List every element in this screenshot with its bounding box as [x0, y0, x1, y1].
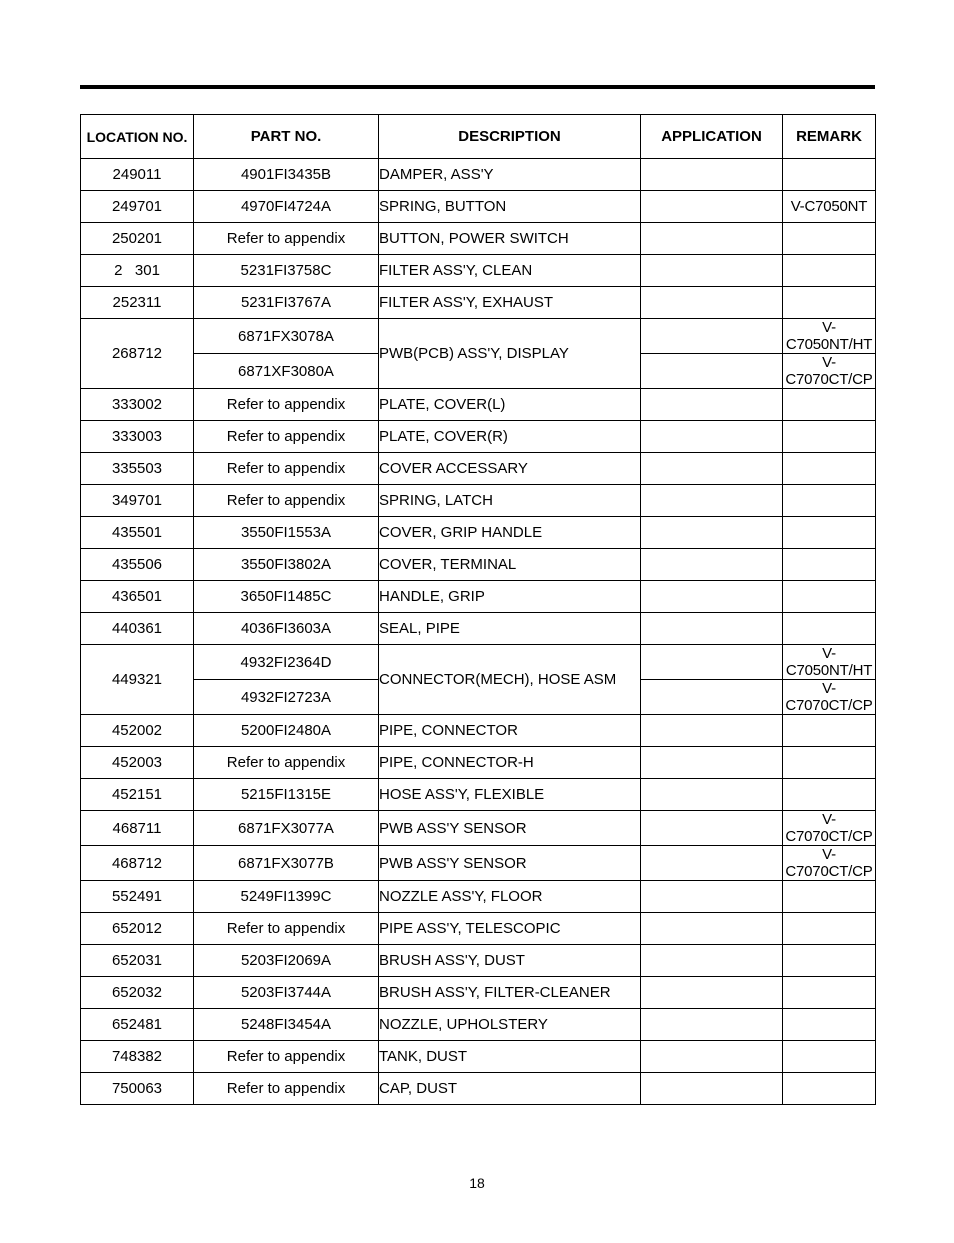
application-cell — [641, 485, 783, 517]
remark-cell — [783, 779, 876, 811]
description-cell: COVER, GRIP HANDLE — [379, 517, 641, 549]
part-no-cell: 3550FI3802A — [194, 549, 379, 581]
remark-cell — [783, 1073, 876, 1105]
table-row — [81, 223, 876, 255]
description-cell: PWB(PCB) ASS'Y, DISPLAY — [379, 319, 641, 389]
table-row — [81, 715, 876, 747]
top-rule — [80, 85, 875, 89]
part-no-cell: 6871FX3077B — [194, 846, 379, 881]
location-cell: 652032 — [81, 977, 194, 1009]
remark-cell — [783, 485, 876, 517]
table-body — [81, 159, 876, 1105]
part-no-cell: 6871FX3077A — [194, 811, 379, 846]
remark-cell — [783, 223, 876, 255]
remark-cell — [783, 1041, 876, 1073]
part-no-cell: Refer to appendix — [194, 485, 379, 517]
table-row — [81, 779, 876, 811]
location-cell: 252311 — [81, 287, 194, 319]
application-cell — [641, 680, 783, 715]
application-cell — [641, 581, 783, 613]
location-cell: 552491 — [81, 881, 194, 913]
part-no-cell: Refer to appendix — [194, 453, 379, 485]
part-no-cell: Refer to appendix — [194, 389, 379, 421]
application-cell — [641, 913, 783, 945]
description-cell: COVER ACCESSARY — [379, 453, 641, 485]
part-no-cell: 5215FI1315E — [194, 779, 379, 811]
table-row — [81, 287, 876, 319]
application-cell — [641, 354, 783, 389]
table-row — [81, 613, 876, 645]
remark-cell — [783, 613, 876, 645]
description-cell: BUTTON, POWER SWITCH — [379, 223, 641, 255]
location-cell: 440361 — [81, 613, 194, 645]
part-no-cell: 3650FI1485C — [194, 581, 379, 613]
remark-cell — [783, 159, 876, 191]
application-cell — [641, 287, 783, 319]
header-remark: REMARK — [783, 115, 876, 159]
remark-cell — [783, 421, 876, 453]
table-row — [81, 1009, 876, 1041]
part-no-cell: 6871XF3080A — [194, 354, 379, 389]
description-cell: NOZZLE ASS'Y, FLOOR — [379, 881, 641, 913]
remark-cell — [783, 517, 876, 549]
table-row — [81, 191, 876, 223]
application-cell — [641, 223, 783, 255]
application-cell — [641, 977, 783, 1009]
table-row — [81, 1073, 876, 1105]
application-cell — [641, 747, 783, 779]
description-cell: PLATE, COVER(L) — [379, 389, 641, 421]
header-description: DESCRIPTION — [379, 115, 641, 159]
remark-cell — [783, 255, 876, 287]
location-cell: 435501 — [81, 517, 194, 549]
table-row — [81, 945, 876, 977]
application-cell — [641, 389, 783, 421]
description-cell: PIPE, CONNECTOR — [379, 715, 641, 747]
remark-cell: V-C7050NT — [783, 191, 876, 223]
description-cell: TANK, DUST — [379, 1041, 641, 1073]
location-cell: 468711 — [81, 811, 194, 846]
location-cell: 249701 — [81, 191, 194, 223]
part-no-cell: 4970FI4724A — [194, 191, 379, 223]
remark-cell: V-C7070CT/CP — [783, 811, 876, 846]
table-row — [81, 913, 876, 945]
part-no-cell: 5231FI3767A — [194, 287, 379, 319]
location-cell: 349701 — [81, 485, 194, 517]
location-cell: 468712 — [81, 846, 194, 881]
description-cell: PWB ASS'Y SENSOR — [379, 811, 641, 846]
location-cell: 436501 — [81, 581, 194, 613]
table-row — [81, 389, 876, 421]
table-row — [81, 581, 876, 613]
application-cell — [641, 1073, 783, 1105]
part-no-cell: Refer to appendix — [194, 1073, 379, 1105]
part-no-cell: Refer to appendix — [194, 421, 379, 453]
part-no-cell: 4901FI3435B — [194, 159, 379, 191]
location-cell: 333002 — [81, 389, 194, 421]
part-no-cell: 5203FI2069A — [194, 945, 379, 977]
application-cell — [641, 613, 783, 645]
remark-cell — [783, 913, 876, 945]
table-row — [81, 747, 876, 779]
application-cell — [641, 453, 783, 485]
application-cell — [641, 255, 783, 287]
header-row — [81, 115, 876, 159]
part-no-cell: 4932FI2723A — [194, 680, 379, 715]
description-cell: CAP, DUST — [379, 1073, 641, 1105]
description-cell: PWB ASS'Y SENSOR — [379, 846, 641, 881]
location-cell: 750063 — [81, 1073, 194, 1105]
header-location: LOCATION NO. — [81, 115, 194, 159]
part-no-cell: Refer to appendix — [194, 747, 379, 779]
location-cell: 249011 — [81, 159, 194, 191]
table-row — [81, 421, 876, 453]
remark-cell — [783, 581, 876, 613]
description-cell: CONNECTOR(MECH), HOSE ASM — [379, 645, 641, 715]
location-cell: 652031 — [81, 945, 194, 977]
page-number: 18 — [469, 1175, 485, 1191]
table-row — [81, 453, 876, 485]
part-no-cell: Refer to appendix — [194, 223, 379, 255]
table-row — [81, 1041, 876, 1073]
table-row — [81, 881, 876, 913]
remark-cell — [783, 287, 876, 319]
part-no-cell: 5248FI3454A — [194, 1009, 379, 1041]
table-row — [81, 811, 876, 846]
remark-cell — [783, 549, 876, 581]
location-cell: 335503 — [81, 453, 194, 485]
remark-cell — [783, 453, 876, 485]
description-cell: BRUSH ASS'Y, FILTER-CLEANER — [379, 977, 641, 1009]
remark-cell — [783, 977, 876, 1009]
part-no-cell: 4036FI3603A — [194, 613, 379, 645]
application-cell — [641, 159, 783, 191]
table-row — [81, 485, 876, 517]
part-no-cell: 5203FI3744A — [194, 977, 379, 1009]
location-cell: 652012 — [81, 913, 194, 945]
location-cell: 2 301 — [81, 255, 194, 287]
application-cell — [641, 319, 783, 354]
remark-cell — [783, 747, 876, 779]
application-cell — [641, 421, 783, 453]
part-no-cell: Refer to appendix — [194, 913, 379, 945]
description-cell: SPRING, LATCH — [379, 485, 641, 517]
location-cell: 449321 — [81, 645, 194, 715]
table-row — [81, 255, 876, 287]
location-cell: 435506 — [81, 549, 194, 581]
application-cell — [641, 1041, 783, 1073]
application-cell — [641, 945, 783, 977]
description-cell: BRUSH ASS'Y, DUST — [379, 945, 641, 977]
remark-cell — [783, 715, 876, 747]
description-cell: SPRING, BUTTON — [379, 191, 641, 223]
application-cell — [641, 779, 783, 811]
table-row — [81, 319, 876, 354]
application-cell — [641, 517, 783, 549]
table-row — [81, 517, 876, 549]
part-no-cell: Refer to appendix — [194, 1041, 379, 1073]
application-cell — [641, 715, 783, 747]
part-no-cell: 6871FX3078A — [194, 319, 379, 354]
part-no-cell: 5231FI3758C — [194, 255, 379, 287]
location-cell: 652481 — [81, 1009, 194, 1041]
description-cell: PLATE, COVER(R) — [379, 421, 641, 453]
table-row — [81, 549, 876, 581]
description-cell: HOSE ASS'Y, FLEXIBLE — [379, 779, 641, 811]
header-part-no: PART NO. — [194, 115, 379, 159]
part-no-cell: 5200FI2480A — [194, 715, 379, 747]
remark-cell: V-C7070CT/CP — [783, 846, 876, 881]
description-cell: DAMPER, ASS'Y — [379, 159, 641, 191]
location-cell: 268712 — [81, 319, 194, 389]
location-cell: 250201 — [81, 223, 194, 255]
remark-cell: V-C7070CT/CP — [783, 680, 876, 715]
remark-cell — [783, 389, 876, 421]
part-no-cell: 5249FI1399C — [194, 881, 379, 913]
table-row — [81, 159, 876, 191]
description-cell: PIPE ASS'Y, TELESCOPIC — [379, 913, 641, 945]
description-cell: COVER, TERMINAL — [379, 549, 641, 581]
part-no-cell: 3550FI1553A — [194, 517, 379, 549]
remark-cell: V-C7050NT/HT — [783, 645, 876, 680]
parts-table — [80, 114, 876, 1105]
remark-cell: V-C7050NT/HT — [783, 319, 876, 354]
location-cell: 452151 — [81, 779, 194, 811]
remark-cell — [783, 881, 876, 913]
application-cell — [641, 811, 783, 846]
description-cell: HANDLE, GRIP — [379, 581, 641, 613]
application-cell — [641, 1009, 783, 1041]
application-cell — [641, 846, 783, 881]
location-cell: 333003 — [81, 421, 194, 453]
header-application: APPLICATION — [641, 115, 783, 159]
application-cell — [641, 549, 783, 581]
remark-cell — [783, 945, 876, 977]
description-cell: SEAL, PIPE — [379, 613, 641, 645]
description-cell: PIPE, CONNECTOR-H — [379, 747, 641, 779]
application-cell — [641, 881, 783, 913]
table-row — [81, 645, 876, 680]
application-cell — [641, 645, 783, 680]
part-no-cell: 4932FI2364D — [194, 645, 379, 680]
remark-cell — [783, 1009, 876, 1041]
location-cell: 748382 — [81, 1041, 194, 1073]
location-cell: 452002 — [81, 715, 194, 747]
location-cell: 452003 — [81, 747, 194, 779]
description-cell: FILTER ASS'Y, EXHAUST — [379, 287, 641, 319]
description-cell: FILTER ASS'Y, CLEAN — [379, 255, 641, 287]
table-row — [81, 846, 876, 881]
description-cell: NOZZLE, UPHOLSTERY — [379, 1009, 641, 1041]
remark-cell: V-C7070CT/CP — [783, 354, 876, 389]
application-cell — [641, 191, 783, 223]
table-row — [81, 977, 876, 1009]
